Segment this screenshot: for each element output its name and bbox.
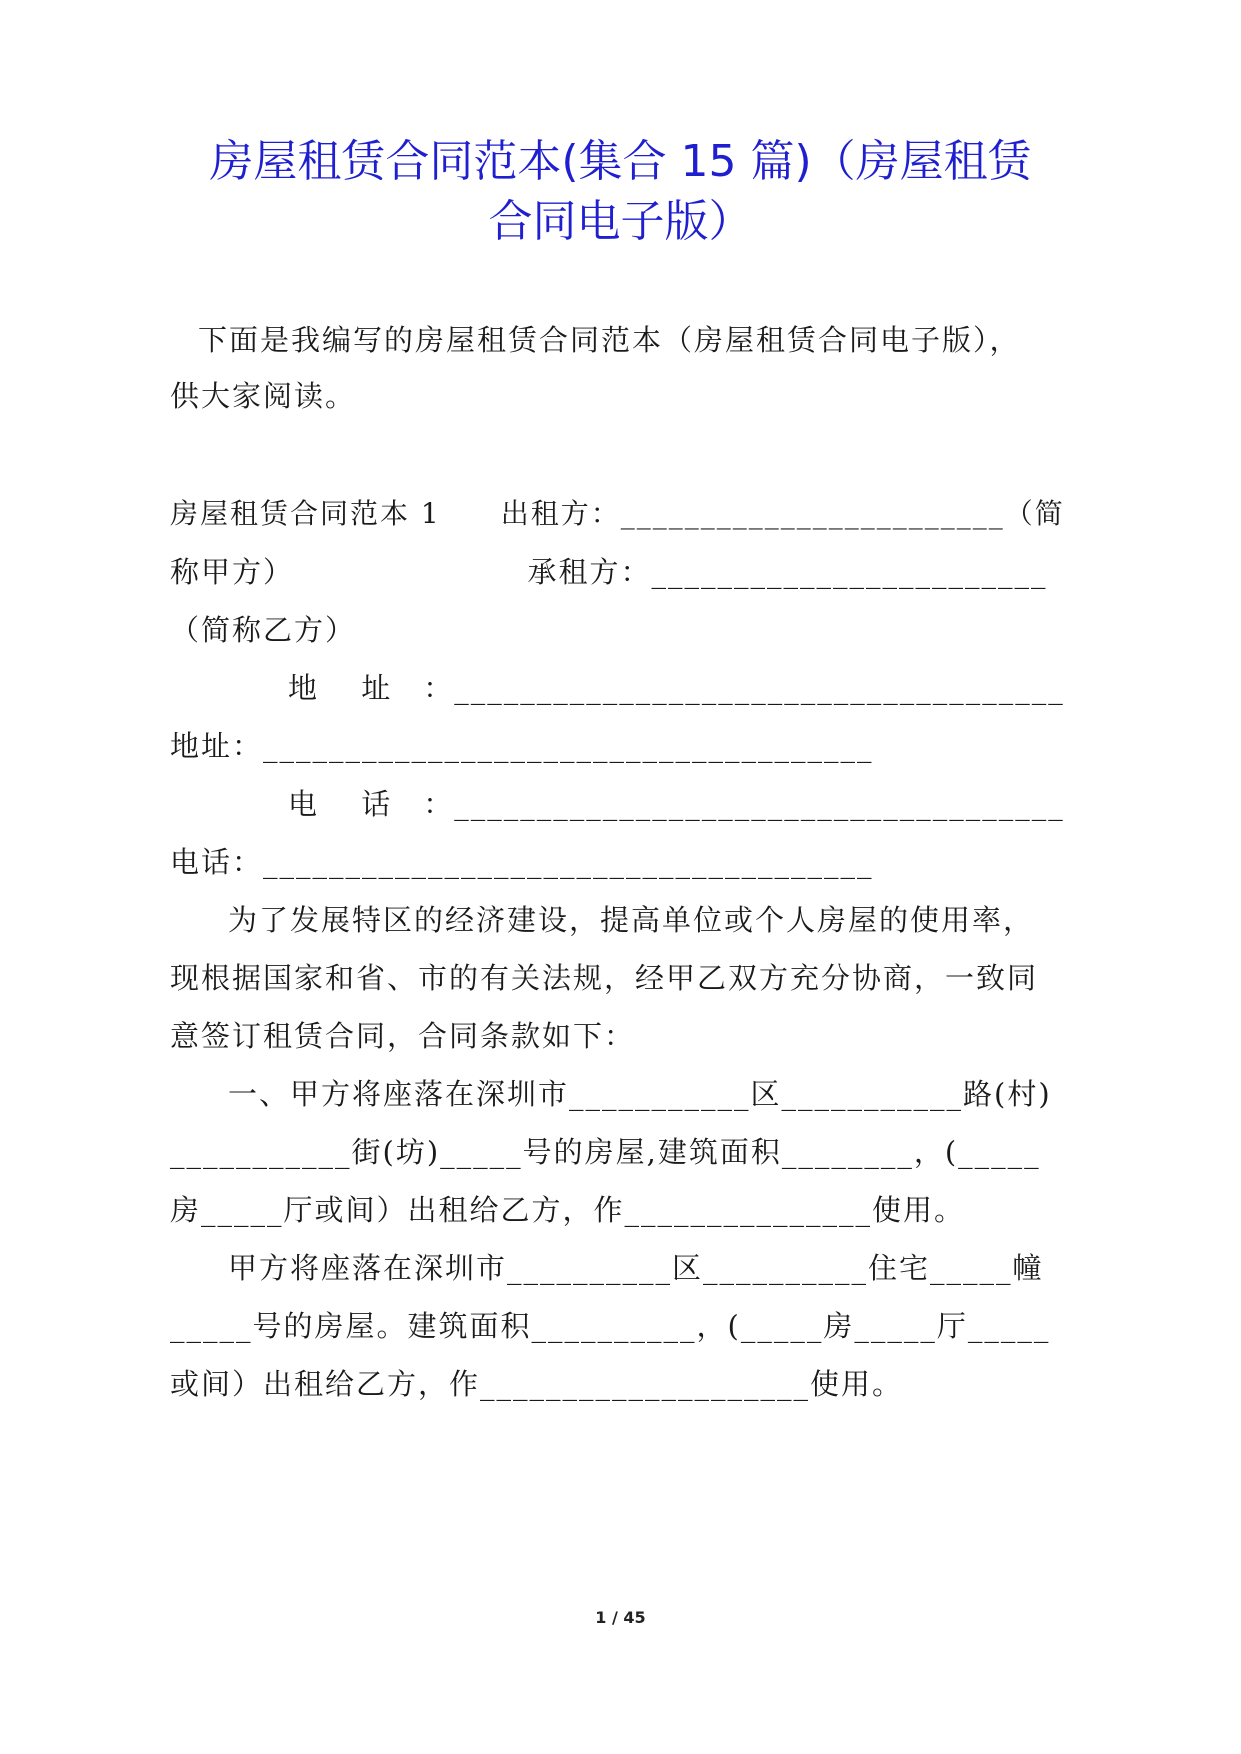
document-title-line-2: 合同电子版）	[488, 196, 753, 247]
body-line-10: 意签订租赁合同，合同条款如下：	[170, 1019, 636, 1053]
intro-line-1: 下面是我编写的房屋租赁合同范本（房屋租赁合同电子版），	[198, 323, 1021, 357]
body-line-7: 电话：_____________________________________	[170, 845, 874, 879]
body-line-13: 房_____厅或间）出租给乙方，作_______________使用。	[170, 1193, 966, 1227]
body-line-12: ___________街(坊)_____号的房屋,建筑面积________，(_____	[170, 1135, 1041, 1169]
body-line-5: 地址：_____________________________________	[170, 729, 874, 763]
body-line-4: 地 址 ：_____________________________________	[288, 671, 1065, 705]
intro-line-2: 供大家阅读。	[170, 379, 357, 413]
body-line-6: 电 话 ：_____________________________________	[288, 787, 1065, 821]
body-line-2: 称甲方） 承租方：________________________	[170, 555, 1048, 589]
body-line-11: 一、甲方将座落在深圳市___________区___________路(村)	[228, 1077, 1052, 1111]
page-number: 1 / 45	[595, 1608, 646, 1627]
body-line-3: （简称乙方）	[170, 613, 357, 647]
body-line-16: 或间）出租给乙方，作____________________使用。	[170, 1367, 904, 1401]
body-line-9: 现根据国家和省、市的有关法规，经甲乙双方充分协商，一致同	[170, 961, 1039, 995]
document-title-line-1: 房屋租赁合同范本(集合 15 篇)（房屋租赁	[209, 136, 1032, 187]
body-line-14: 甲方将座落在深圳市__________区__________住宅_____幢	[228, 1251, 1044, 1285]
body-line-15: _____号的房屋。建筑面积__________，(_____房_____厅_____	[170, 1309, 1051, 1343]
body-line-8: 为了发展特区的经济建设，提高单位或个人房屋的使用率，	[228, 903, 1035, 937]
body-line-1: 房屋租赁合同范本 1 出租方：________________________（简	[170, 497, 1065, 530]
